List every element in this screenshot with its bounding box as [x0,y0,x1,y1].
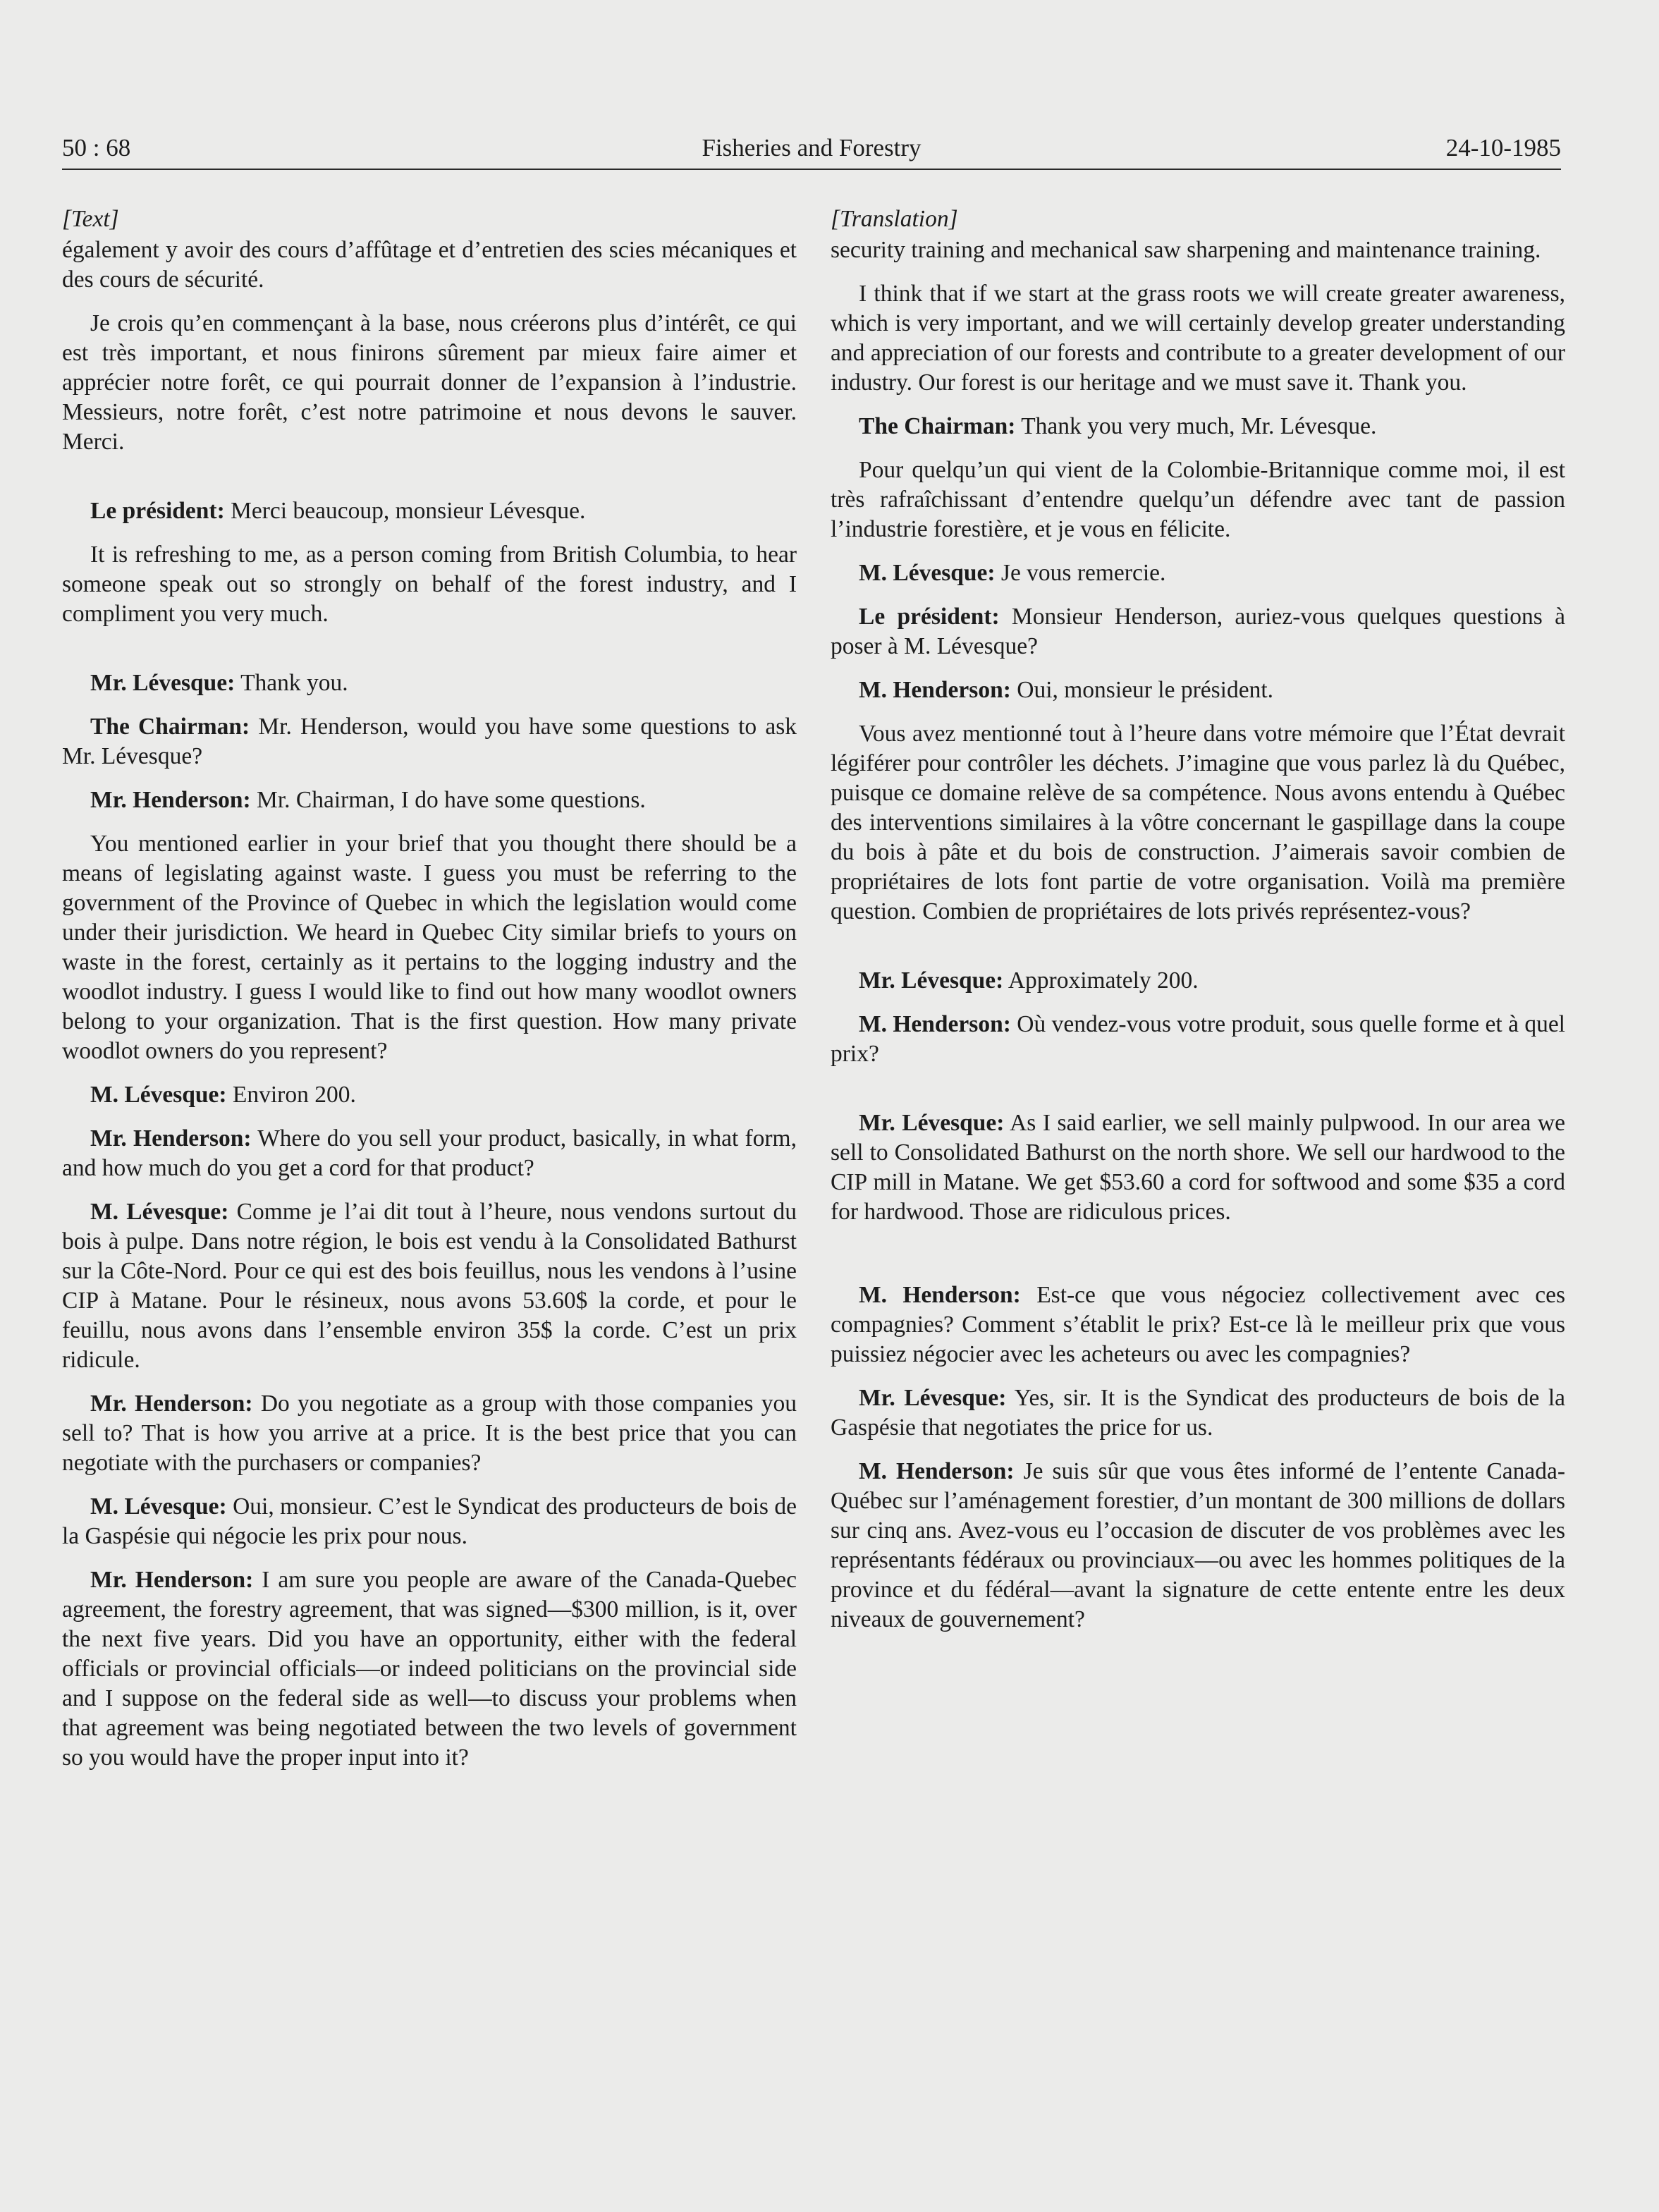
speech-paragraph [62,668,797,698]
speech-text: Monsieur Henderson, auriez-vous quelques questions à poser à M. Lévesque? [831,604,1565,659]
speaker-name: Mr. Lévesque: [859,1110,1005,1136]
speech-text: Merci beaucoup, monsieur Lévesque. [224,498,586,524]
speaker-name: Mr. Lévesque: [90,670,235,696]
speech-text: Mr. Chairman, I do have some questions. [250,787,646,813]
speech-text: Je suis sûr que vous êtes informé de l’entente Canada-Québec sur l’aménagement forestier, d’un montant de 300 millions de dollars sur cinq ans. Avez-vous eu l’occasion de discuter de vos problèmes avec les représentants fédéraux ou provinciaux—ou avec les hommes politiques de la province et du fédéral—avant la signature de cette entente entre les deux niveaux de gouvernement? [831,1458,1565,1632]
speech-text: Where do you sell your product, basically, in what form, and how much do you get a cord for that product? [62,1125,797,1181]
speaker-name: Mr. Henderson: [90,1125,252,1151]
speech-paragraph [831,1108,1565,1227]
meeting-date: 24-10-1985 [1445,134,1561,161]
speech-paragraph [62,712,797,771]
page-header [62,131,1561,171]
speaker-name: Le président: [90,498,225,524]
speech-paragraph [62,1080,797,1110]
speech-text: Yes, sir. It is the Syndicat des producteurs de bois de la Gaspésie that negotiates the price for us. [831,1385,1565,1441]
speech-paragraph [831,676,1565,705]
translation-tag: [Translation] [831,206,958,232]
speaker-name: Mr. Henderson: [90,1567,254,1593]
left-column [62,204,797,1773]
speech-text: Oui, monsieur. C’est le Syndicat des producteurs de bois de la Gaspésie qui négocie les prix pour nous. [62,1493,797,1549]
speech-paragraph [62,1124,797,1183]
paragraph: I think that if we start at the grass roots we will create greater awareness, which is very important, and we will certainly develop greater understanding and appreciation of our forests and contribute to a greater development of our industry. Our forest is our heritage and we must save it. Thank you. [831,281,1565,396]
speech-paragraph [62,1197,797,1375]
speaker-name: M. Henderson: [859,1282,1021,1308]
speech-paragraph [831,1281,1565,1369]
speech-text: I am sure you people are aware of the Canada-Quebec agreement, the forestry agreement, that was signed—$300 million, is it, over the next five years. Did you have an opportunity, either with the federal officials or provincial officials—or indeed politicians on the provincial side and I suppose on the federal side as well—to discuss your problems when that agreement was being negotiated between the two levels of government so you would have the proper input into it? [62,1567,797,1771]
speaker-name: The Chairman: [90,714,250,740]
speech-text: Où vendez-vous votre produit, sous quelle forme et à quel prix? [831,1011,1565,1067]
speech-paragraph [831,1383,1565,1443]
speaker-name: Mr. Henderson: [90,787,251,813]
paragraph: Je crois qu’en commençant à la base, nous créerons plus d’intérêt, ce qui est très important, et nous finirons sûrement par mieux faire aimer et apprécier notre forêt, ce qui pourrait donner de l’expansion à l’industrie. Messieurs, notre forêt, c’est notre patrimoine et nous devons le sauver. Merci. [62,310,797,455]
speech-text: Je vous remercie. [995,560,1166,586]
speech-text: Approximately 200. [1003,967,1199,994]
speech-text: Thank you. [235,670,348,696]
speaker-name: M. Henderson: [859,1458,1015,1484]
paragraph: Vous avez mentionné tout à l’heure dans votre mémoire que l’État devrait légiférer pour contrôler les déchets. J’imagine que vous parlez là du Québec, puisque ce domaine relève de sa compétence. Nous avons entendu à Québec des interventions similaires à la vôtre concernant le gaspillage dans la coupe du bois à pâte et du bois de construction. J’aimerais savoir combien de propriétaires de lots font partie de votre organisation. Voilà ma première question. Combien de propriétaires de lots privés représentez-vous? [831,721,1565,924]
speech-text: Environ 200. [226,1082,356,1108]
speech-text: Comme je l’ai dit tout à l’heure, nous vendons surtout du bois à pulpe. Dans notre région, le bois est vendu à la Consolidated Bathurst sur la Côte-Nord. Pour ce qui est des bois feuillus, nous les vendons à l’usine CIP à Matane. Pour le résineux, nous avons 53.60$ la corde, et pour le feuillu, nous avons dans l’ensemble environ 35$ la corde. C’est un prix ridicule. [62,1199,797,1373]
paragraph: You mentioned earlier in your brief that you thought there should be a means of legislating against waste. I guess you must be referring to the government of the Province of Quebec in which the legislation would come under their jurisdiction. We heard in Quebec City similar briefs to yours on waste in the forest, certainly as it pertains to the logging industry and the woodlot industry. I guess I would like to find out how many woodlot owners belong to your organization. That is the first question. How many private woodlot owners do you represent? [62,831,797,1064]
committee-title: Fisheries and Forestry [702,134,922,161]
paragraph: security training and mechanical saw sharpening and maintenance training. [831,237,1541,263]
speaker-name: M. Lévesque: [90,1493,227,1520]
page-number: 50 : 68 [62,134,131,161]
speech-paragraph [831,412,1565,441]
paragraph: It is refreshing to me, as a person coming from British Columbia, to hear someone speak out so strongly on behalf of the forest industry, and I compliment you very much. [62,542,797,627]
speech-text: Oui, monsieur le président. [1010,677,1274,703]
paragraph: également y avoir des cours d’affûtage et d’entretien des scies mécaniques et des cours de sécurité. [62,237,797,293]
speaker-name: Mr. Lévesque: [859,967,1004,994]
original-text-tag: [Text] [62,206,119,232]
speaker-name: Le président: [859,604,1000,630]
speech-paragraph [62,1565,797,1773]
speech-paragraph [831,1457,1565,1634]
speech-paragraph [831,966,1565,996]
speech-text: Do you negotiate as a group with those companies you sell to? That is how you arrive at a price. It is the best price that you can negotiate with the purchasers or companies? [62,1391,797,1476]
right-column [831,204,1565,1634]
speech-paragraph [831,602,1565,661]
speech-text: Mr. Henderson, would you have some questions to ask Mr. Lévesque? [62,714,797,769]
speech-paragraph [831,558,1565,588]
speech-paragraph [62,496,797,526]
paragraph: Pour quelqu’un qui vient de la Colombie-Britannique comme moi, il est très rafraîchissant d’entendre quelqu’un défendre avec tant de passion l’industrie forestière, et je vous en félicite. [831,457,1565,542]
speaker-name: M. Lévesque: [90,1082,227,1108]
header-rule [62,169,1561,170]
speaker-name: M. Henderson: [859,677,1011,703]
speech-paragraph [62,786,797,815]
speech-paragraph [62,1492,797,1551]
speaker-name: M. Lévesque: [859,560,996,586]
speech-text: As I said earlier, we sell mainly pulpwood. In our area we sell to Consolidated Bathurst on the north shore. We sell our hardwood to the CIP mill in Matane. We get $53.60 a cord for softwood and some $35 a cord for hardwood. Those are ridiculous prices. [831,1110,1565,1225]
speaker-name: Mr. Henderson: [90,1391,253,1417]
speech-text: Thank you very much, Mr. Lévesque. [1015,413,1377,439]
speaker-name: M. Lévesque: [90,1199,229,1225]
speaker-name: Mr. Lévesque: [859,1385,1007,1411]
speech-paragraph [62,1389,797,1478]
speech-text: Est-ce que vous négociez collectivement avec ces compagnies? Comment s’établit le prix? Est-ce là le meilleur prix que vous puissiez négocier avec les acheteurs ou avec les compagnies? [831,1282,1565,1367]
speaker-name: The Chairman: [859,413,1016,439]
speech-paragraph [831,1010,1565,1069]
speaker-name: M. Henderson: [859,1011,1011,1037]
